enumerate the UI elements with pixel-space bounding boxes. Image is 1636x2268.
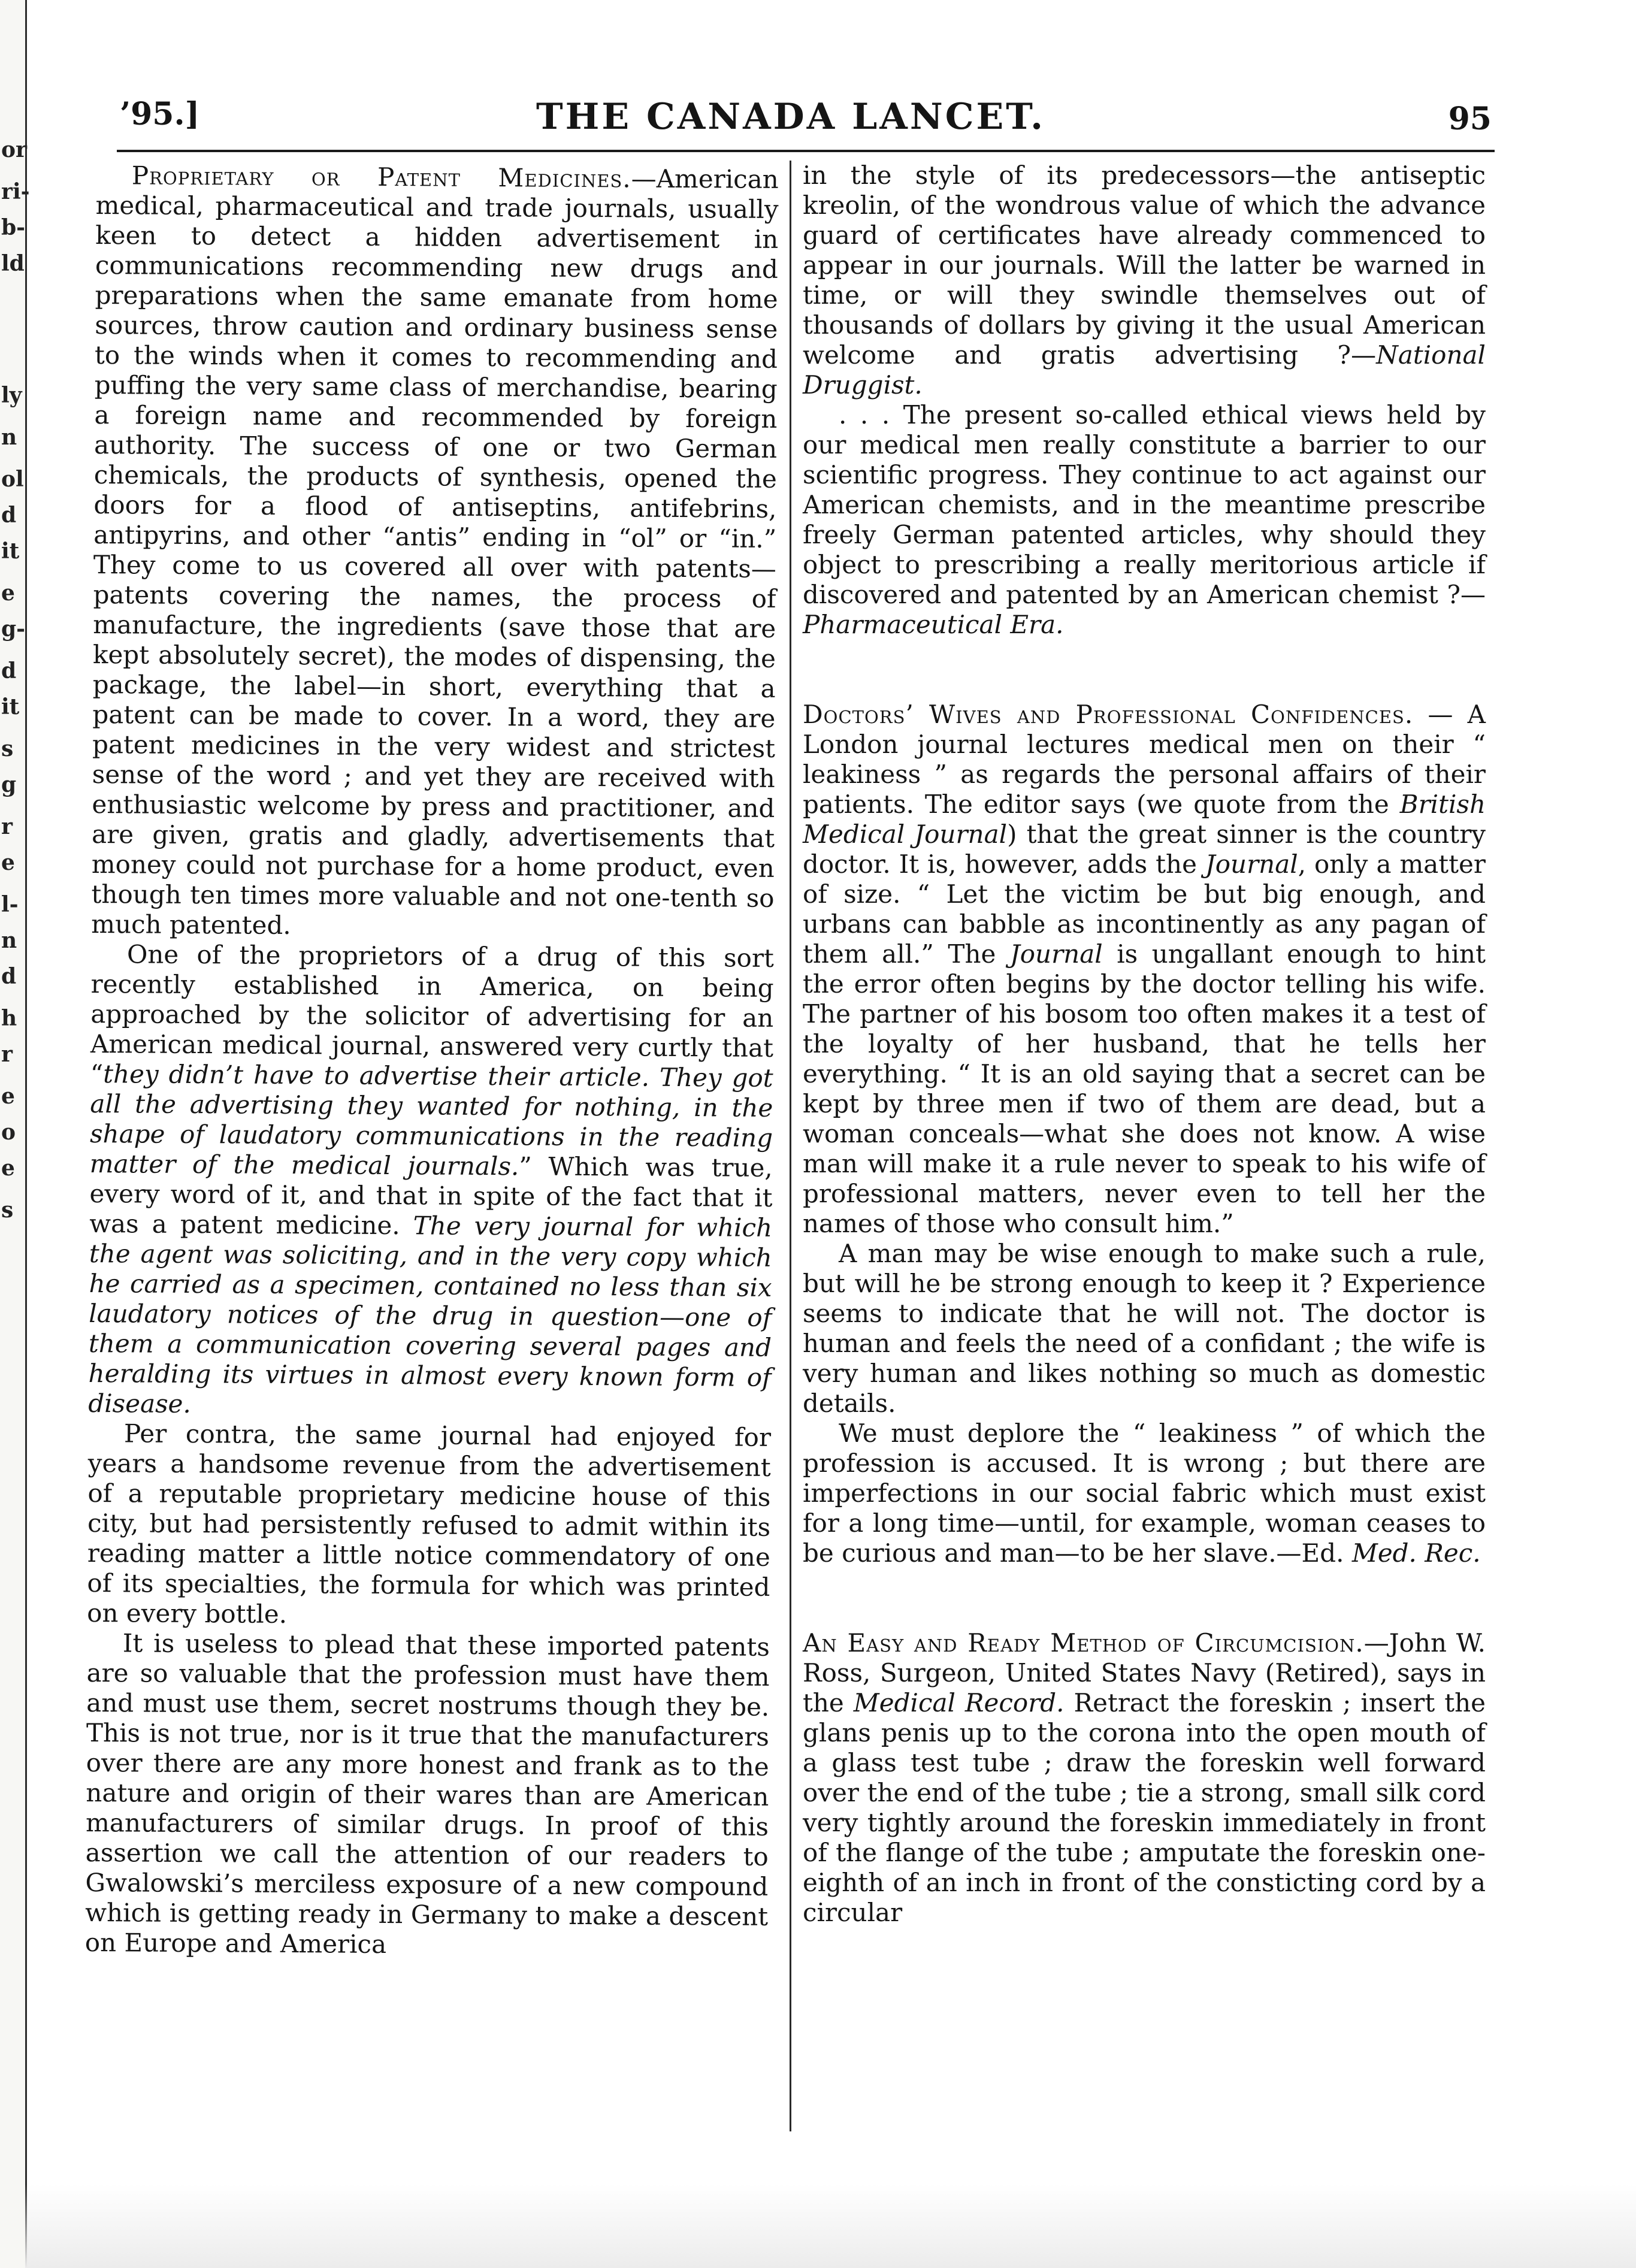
article1-ethical-text: . . . The present so-called ethical views held by our medical men really constitute a barrier to our scientific progress. They continue to act against our American chemists, and in the meantime prescribe freely German patented articles, why should they object to prescribing a really meritorious article if discovered and patented by an American chemist ?— [803, 400, 1486, 609]
article1-p2-text-b: ” Which was true, every word of it, and that in spite of the fact that it was a patent medicine. [89, 1151, 773, 1241]
article1-paragraph-4: It is useless to plead that these imported patents are so valuable that the profession must have them and must use them, secret nostrums though they be. This is not true, nor is it true that the manufacturers over there are any more honest and frank as to the nature and origin of their wares than are American manufacturers of similar drugs. In proof of this assertion we call the attention of our readers to Gwalowski’s merciless exposure of a new compound which is getting ready in Germany to make a descent on Europe and America [84, 1628, 770, 1959]
page-number: 95 [1448, 101, 1492, 137]
article1-paragraph-2 [88, 939, 774, 1423]
article1-ethical-views [803, 400, 1486, 640]
article2-p1-text-a: — A London journal lectures medical men on their “ leakiness ” as regards the personal affairs of their patients. The editor says (we quote from the [803, 700, 1486, 819]
article1-title: Proprietary or Patent Medicines. [131, 161, 631, 193]
margin-fragment: ly [1, 383, 22, 408]
left-column [84, 161, 779, 2100]
previous-page-margin [0, 0, 30, 2268]
article3-p1-text-a: —John W. Ross, Surgeon, United States Navy (Retired), says in the [803, 1628, 1486, 1717]
article3-title: An Easy and Ready Method of Circumcision. [803, 1628, 1364, 1658]
column-divider [790, 161, 791, 2131]
article1-paragraph-1 [91, 161, 779, 944]
margin-fragment: s [1, 1197, 14, 1223]
article3-p1-text-b: Retract the foreskin ; insert the glans penis up to the corona into the open mouth of a glass test tube ; draw the foreskin well forward over the end of the tube ; tie a strong, small silk cord very tightly around the foreskin immediately in front of the flange of the tube ; amputate the foreskin one-eighth of an inch in front of the consticting cord by a circular [803, 1688, 1486, 1927]
margin-fragment: r [1, 814, 13, 839]
article2-title: Doctors’ Wives and Professional Confidences. [803, 700, 1414, 729]
margin-fragment: n [1, 425, 17, 450]
margin-fragment: e [1, 1084, 15, 1109]
source-national-druggist: National Druggist. [803, 340, 1486, 400]
margin-fragment: ld [1, 251, 25, 276]
margin-fragment: s [1, 736, 14, 761]
margin-fragment: d [1, 503, 17, 528]
article2-p3-text: We must deplore the “ leakiness ” of which the profession is accused. It is wrong ; but there are imperfections in our social fabric which must exist for a long time—until, for example, woman ceases to be curious and man—to be her slave.—Ed. [803, 1419, 1486, 1568]
article2-journal-1: Journal [1205, 849, 1298, 879]
source-med-rec: Med. Rec. [1351, 1538, 1481, 1568]
article3-medical-record: Medical Record. [853, 1688, 1065, 1717]
margin-fragment: h [1, 1006, 17, 1031]
article3-paragraph-1 [803, 1628, 1486, 1928]
section-gap-2 [803, 1568, 1486, 1628]
margin-fragment: n [1, 928, 17, 953]
article2-bmj: British Medical Journal [803, 790, 1486, 849]
article1-p2-text-a: One of the proprietors of a drug of this sort recently established in America, on being approached by the solicitor of advertising for an American medical journal, answered very curtly that “ [90, 939, 775, 1089]
margin-fragment: l- [1, 892, 19, 917]
margin-fragment: or [1, 137, 27, 162]
article1-cont-text: in the style of its predecessors—the antiseptic kreolin, of the wondrous value of which the advance guard of certificates have already commenced to appear in our journals. Will the latter be warned in time, or will they swindle themselves out of thousands of dollars by giving it the usual American welcome and gratis advertising ?— [803, 161, 1486, 370]
margin-fragment: b- [1, 215, 26, 240]
article1-p1-text: —American medical, pharmaceutical and trade journals, usually keen to detect a hidden advertisement in communications recommending new drugs and preparations when the same emanate from home sources, throw caution and ordinary business sense to the winds when it comes to recommending and puffing the very same class of merchandise, bearing a foreign name and recommended by foreign authority. The success of one or two German chemicals, the products of synthesis, opened the doors for a flood of antiseptins, antifebrins, antipyrins, and other “antis” ending in “ol” or “in.” They come to us covered all over with patents—patents covering the names, the process of manufacture, the ingredients (save those that are kept absolutely secret), the modes of dispensing, the package, the label—in short, everything that a patent can be made to cover. In a word, they are patent medicines in the very widest and strictest sense of the word ; and yet they are received with enthusiastic welcome by press and practitioner, and are given, gratis and gladly, advertisements that money could not purchase for a home product, even though ten times more valuable and not one-tenth so much patented. [91, 164, 779, 941]
article2-p1-text-d: is ungallant enough to hint the error often begins by the doctor telling his wife. The partner of his bosom too often makes it a test of the loyalty of her husband, that he tells her everything. “ It is an old saying that a secret can be kept by three men if two of them are dead, but a woman conceals—what she does not know. A wise man will make it a rule never to speak to his wife of professional matters, never even to tell her the names of those who consult him.” [803, 939, 1486, 1238]
page-bottom-shadow [25, 2184, 1636, 2268]
article2-paragraph-3 [803, 1419, 1486, 1568]
article1-paragraph-3: Per contra, the same journal had enjoyed for years a handsome revenue from the advertisement of a reputable proprietary medicine house of this city, but had persistently refused to admit within its reading matter a little notice commendatory of one of its specialties, the formula for which was printed on every bottle. [87, 1419, 772, 1629]
article2-paragraph-1 [803, 700, 1486, 1239]
article2-journal-2: Journal [1009, 939, 1103, 969]
article1-continuation [803, 161, 1486, 400]
header-rule [117, 150, 1495, 152]
margin-fragment: d [1, 658, 17, 684]
article2-p1-text-c: , only a matter of size. “ Let the victim be but big enough, and urbans can babble as incontinently as any pagan of them all.” The [803, 849, 1486, 969]
margin-fragment: d [1, 964, 17, 989]
margin-fragment: it [1, 539, 20, 564]
journal-title: THE CANADA LANCET. [536, 96, 1045, 138]
source-pharmaceutical-era: Pharmaceutical Era. [803, 610, 1064, 639]
section-gap [803, 640, 1486, 700]
margin-fragment: ol [1, 467, 24, 492]
margin-fragment: it [1, 694, 20, 719]
margin-fragment: ri- [1, 179, 30, 204]
margin-fragment: g [1, 772, 17, 797]
article2-paragraph-2: A man may be wise enough to make such a rule, but will he be strong enough to keep it ? Experience seems to indicate that he will not. The doctor is human and feels the need of a confidant ; the wife is very human and likes nothing so much as domestic details. [803, 1239, 1486, 1418]
header-year: ’95.] [120, 96, 200, 132]
margin-fragment: r [1, 1042, 13, 1067]
article1-p2-italic: The very journal for which the agent was soliciting, and in the very copy which he carried as a specimen, contained no less than six laudatory notices of the drug in question—one of them a communication covering several pages and heralding its virtues in almost every known form of disease. [88, 1211, 773, 1419]
running-header [90, 96, 1492, 144]
margin-fragment: g- [1, 616, 26, 642]
margin-fragment: e [1, 580, 15, 606]
right-column [803, 161, 1486, 2095]
margin-fragment: e [1, 1156, 15, 1181]
article2-p1-text-b: ) that the great sinner is the country doctor. It is, however, adds the [803, 819, 1486, 879]
margin-fragment: o [1, 1120, 16, 1145]
article1-p2-quote: they didn’t have to advertise their article. They got all the advertising they wanted for nothing, in the shape of laudatory communications in the reading matter of the medical journals. [89, 1059, 773, 1181]
margin-fragment: e [1, 850, 15, 875]
